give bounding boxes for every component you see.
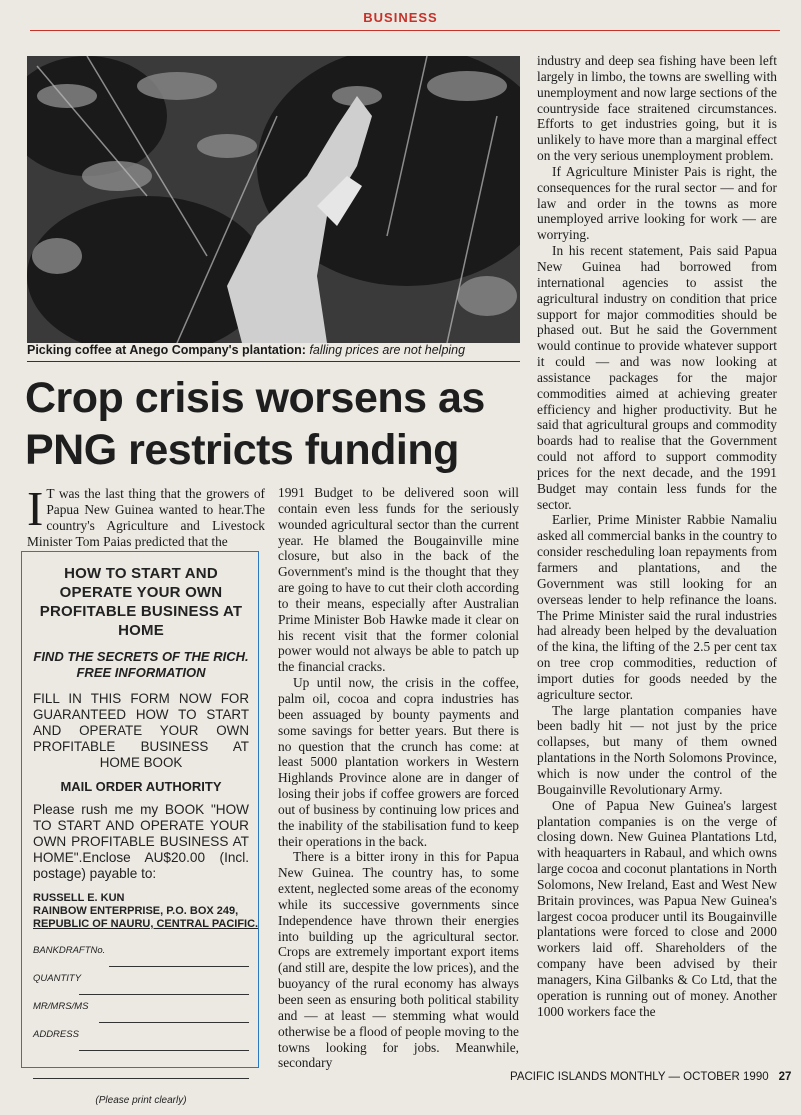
field-label: BANKDRAFTNo. <box>33 945 106 956</box>
photo-caption <box>27 343 527 357</box>
section-label: BUSINESS <box>363 10 438 25</box>
ad-address-line: REPUBLIC OF NAURU, CENTRAL PACIFIC. <box>33 918 259 930</box>
ad-fill-text: FILL IN THIS FORM NOW FOR GUARANTEED HOW TO START AND OPERATE YOUR OWN PROFITABLE BUSINESS AT HOME BOOK <box>33 691 249 770</box>
paragraph: industry and deep sea fishing have been left largely in limbo, the towns are swelling with unemployment and now large sections of the countryside face straitened circumstances. Efforts to get industries going, but it is unlikely to have more than a marginal effect on the very serious unemployment problem. <box>537 53 777 164</box>
paragraph: There is a bitter irony in this for Papua New Guinea. The country has, to some extent, neglected some areas of the economy while its successive governments since Independence have thrown their energies into building up the agricultural sector. Crops are extremely important export items (and still are, despite the low prices), and the buoyancy of the rural economy has always been seen as ensuring both political stability and — at least — stemming what would otherwise be a flood of people moving to the towns looking for jobs. Meanwhile, secondary <box>278 849 519 1071</box>
ad-authority: MAIL ORDER AUTHORITY <box>60 779 222 794</box>
caption-rule <box>27 361 520 362</box>
column-3 <box>537 53 777 1019</box>
caption-bold: Picking coffee at Anego Company's plantation: <box>27 343 306 357</box>
address-field[interactable] <box>33 1029 249 1057</box>
quantity-field[interactable] <box>33 973 249 1001</box>
paragraph: In his recent statement, Pais said Papua New Guinea had borrowed from international agencies to assist the agricultural industry on condition that price support for major commodities should be phased out. But he said the Government would continue to provide whatever support it could — and was now looking at assistance packages for the major commodities aimed at achieving greater efficiency and higher productivity. But he said that agricultural groups and commodity boards had to realise that the Government could not afford to support commodity prices for the next decade, and the 1991 Budget may contain less funds for the sector. <box>537 243 777 512</box>
field-label: ADDRESS <box>33 1029 79 1040</box>
ad-secret: FIND THE SECRETS OF THE RICH. FREE INFORMATION <box>33 649 249 680</box>
intro-paragraph <box>27 481 265 549</box>
field-label: QUANTITY <box>33 973 82 984</box>
paragraph: Up until now, the crisis in the coffee, palm oil, cocoa and copra industries has been assuaged by bounty payments and some savings for better years. But there is no question that the crunch has come: at least 5000 plantation workers in Western Highlands Province alone are in danger of losing their jobs if coffee growers are forced out of business by continuing low prices and the inability of the stabilisation fund to keep their operations in the back. <box>278 675 519 849</box>
caption-italic: falling prices are not helping <box>309 343 466 357</box>
ad-address-line: RUSSELL E. KUN <box>33 892 125 904</box>
paragraph: 1991 Budget to be delivered soon will contain even less funds for the seriously wounded agricultural sector than the current year. He blamed the Bougainville mine closure, but also in the back of the Government's mind is the thought that they are going to have to cut their cloth according to their means, especially after Australian Prime Minister Bob Hawke made it clear on his recent visit that the former colonial power would not always be able to patch up the financial cracks. <box>278 485 519 675</box>
column-1-intro <box>27 481 265 549</box>
name-field[interactable] <box>33 1001 249 1029</box>
paragraph: Earlier, Prime Minister Rabbie Namaliu asked all commercial banks in the country to consider rescheduling loan repayments from farmers and plantations, and the Government was still looking for an overseas lender to help refinance the loans. The Prime Minister said the rural industries had already been helped by the devaluation of the kina, the lifting of the 2.5 per cent tax on tree crop commodities, reduction of import duties for goods needed by the agriculture sector. <box>537 512 777 702</box>
drop-cap: I <box>27 481 44 536</box>
paragraph: If Agriculture Minister Pais is right, the consequences for the rural sector — and for law and order in the towns as more unemployed arrive looking for work — are worrying. <box>537 163 777 243</box>
bank-draft-field[interactable] <box>33 945 249 973</box>
ad-address-line: RAINBOW ENTERPRISE, P.O. BOX 249, <box>33 905 239 917</box>
field-label: MR/MRS/MS <box>33 1001 89 1012</box>
ad-address <box>33 892 259 931</box>
address-field-2[interactable] <box>33 1057 249 1085</box>
mail-order-advertisement <box>21 551 259 1106</box>
page-number: 27 <box>778 1071 792 1083</box>
publication-name: PACIFIC ISLANDS MONTHLY — OCTOBER 1990 <box>510 1071 769 1083</box>
coffee-plantation-photo <box>27 56 520 343</box>
top-rule <box>30 30 780 31</box>
intro-text: T was the last thing that the growers of Papua New Guinea wanted to hear.The country's Agriculture and Livestock Minister Tom Paias predicted that the <box>27 486 265 549</box>
ad-print-note: (Please print clearly) <box>95 1095 187 1106</box>
headline: Crop crisis worsens as PNG restricts funding <box>25 374 485 474</box>
paragraph: One of Papua New Guinea's largest plantation companies is on the verge of closing down. New Guinea Plantations Ltd, with heaquarters in Rabaul, and which owns large cocoa and coconut plantations in North Solomons, New Ireland, East and West New Britain provinces, was Papua New Guinea's largest cocoa producer until its Bougainville plantations were forced to close and 2000 workers laid off. Shareholders of the company have been advised by their managers, Kina Gilbanks & Co Ltd, that the operation is running out of money. Another 1000 workers face the <box>537 797 777 1019</box>
ad-please-text: Please rush me my BOOK "HOW TO START AND OPERATE YOUR OWN PROFITABLE BUSINESS AT HOME".Enclose AU$20.00 (Incl. postage) payable to: <box>33 802 249 881</box>
ad-title: HOW TO START AND OPERATE YOUR OWN PROFITABLE BUSINESS AT HOME <box>39 565 243 639</box>
page-footer <box>510 1071 791 1083</box>
column-2 <box>278 485 519 1071</box>
paragraph: The large plantation companies have been badly hit — not just by the price collapses, but many of them owned plantations in the North Solomons Province, which is now under the control of the Bougainville Revolutionary Army. <box>537 702 777 797</box>
